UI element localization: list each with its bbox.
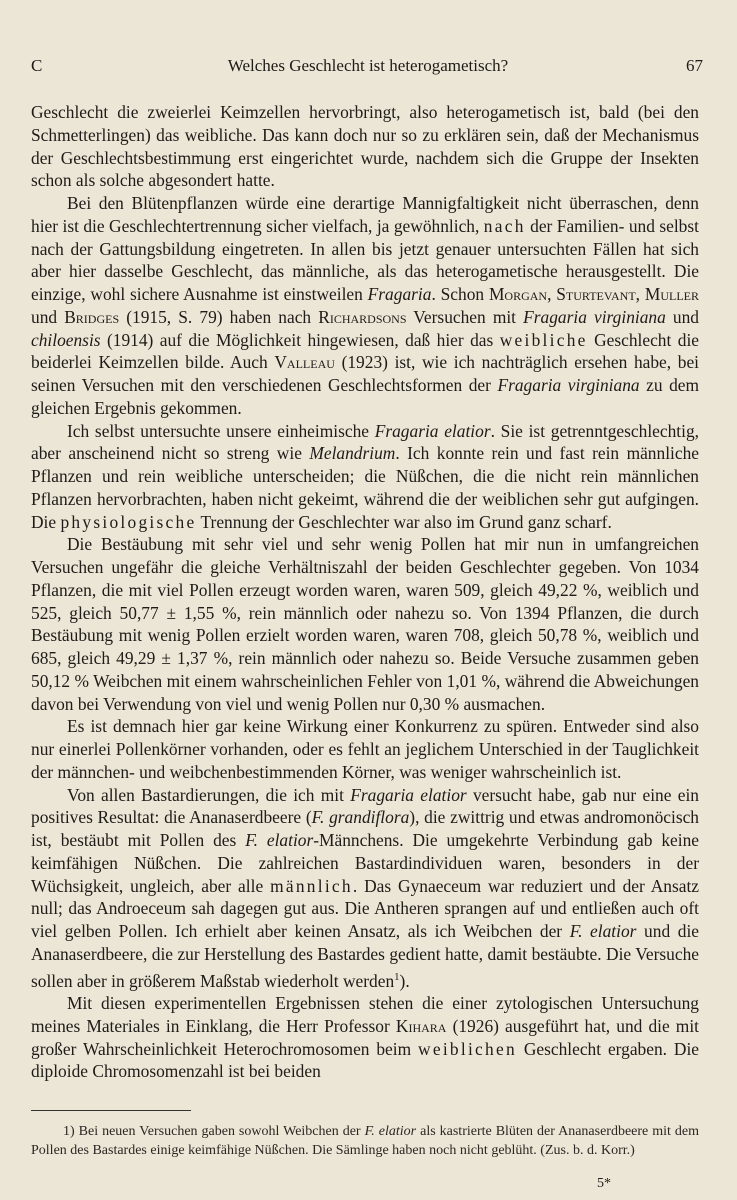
- paragraph: [31, 420, 699, 534]
- paragraph: [31, 715, 699, 783]
- running-title: Welches Geschlecht ist heterogametisch?: [227, 56, 509, 75]
- text-run: Mit diesen experimentellen Ergebnissen stehen die einer zytologischen Untersuchung meines Materiales in Einklang, die Herr Professor: [31, 993, 699, 1036]
- text-run: Die Bestäubung mit sehr viel und sehr wenig Pollen hat mir nun in umfangreichen Versuchen ungefähr die gleiche Verhältniszahl der beiden Geschlechter gegeben. Von 1034 Pflanzen, die mit viel Pollen erzeugt worden waren, waren 509, gleich 49,22 %, weiblich und 525, gleich 50,77 ± 1,55 %, rein männlich oder nahezu so. Von 1394 Pflanzen, die durch Bestäubung mit wenig Pollen erzielt worden waren, waren 708, gleich 50,78 %, weiblich und 685, gleich 49,29 ± 1,37 %, rein männlich oder nahezu so. Beide Versuche zusammen geben 50,12 % Weibchen mit einem wahrscheinlichen Fehler von 1,01 %, während die Abweichungen davon bei Verwendung von viel und wenig Pollen nur 0,30 % ausmachen.: [31, 534, 699, 714]
- paragraph: [31, 992, 699, 1083]
- paragraph: [31, 101, 699, 192]
- spaced-emphasis: weibliche: [499, 329, 588, 350]
- paragraph: [31, 192, 699, 420]
- text-run: Geschlecht ergaben. Die diploide Chromosomenzahl ist bei beiden: [31, 1038, 699, 1082]
- italic-term: F. grandiflora: [311, 807, 410, 828]
- section-letter: C: [31, 56, 43, 75]
- paragraph: [31, 784, 699, 993]
- spaced-emphasis: weiblichen: [418, 1038, 517, 1059]
- text-run: und: [665, 306, 699, 327]
- footnote: [31, 1122, 699, 1160]
- text-run: Ich selbst untersuchte unsere einheimische: [67, 420, 375, 441]
- text-run: (1915, S. 79) haben nach: [119, 306, 319, 327]
- author-name: Kihara: [395, 1015, 447, 1036]
- page-number: 67: [686, 56, 703, 75]
- text-run: und die Ananaserdbeere, die zur Herstellung des Bastardes gedient hatte, damit bestäubte. Die Versuche sollen aber in größerem Maßstab wiederholt werden: [31, 921, 699, 991]
- italic-term: Fragaria elatior: [350, 784, 467, 805]
- text-run: Geschlecht die zweierlei Keimzellen hervorbringt, also heterogametisch ist, bald (bei den Schmetterlingen) das weibliche. Das kann doch nur so zu erklären sein, daß der Mechanismus der Geschlechtsbestimmung erst eingerichtet wurde, nachdem sich die Gruppe der Insekten schon als solche abgesondert hatte.: [31, 102, 699, 191]
- italic-term: F. elatior: [245, 830, 314, 850]
- signature-mark: 5*: [597, 1176, 611, 1191]
- author-name: Muller: [644, 284, 699, 304]
- italic-term: Fragaria virginiana: [523, 306, 666, 327]
- spaced-emphasis: männlich: [270, 875, 353, 896]
- spaced-emphasis: nach: [483, 215, 526, 236]
- text-run: Es ist demnach hier gar keine Wirkung einer Konkurrenz zu spüren. Entweder sind also nur einerlei Pollenkörner vorhanden, oder es fehlt an jeglichem Unterschied in der Tauglichkeit der männchen- und weibchenbestimmenden Körner, was weniger wahrscheinlich ist.: [31, 716, 699, 782]
- text-run: zu dem gleichen Ergebnis gekommen.: [31, 375, 700, 418]
- italic-term: F. elatior: [364, 1124, 417, 1139]
- footnote-rule: [31, 1110, 191, 1111]
- author-name: Richardsons: [318, 306, 407, 327]
- author-name: Valleau: [274, 352, 335, 373]
- text-run: Trennung der Geschlechter war also im Grund ganz scharf.: [196, 511, 612, 532]
- text-run: 1) Bei neuen Versuchen gaben sowohl Weibchen der: [63, 1124, 365, 1139]
- text-run: . Sie ist getrenntgeschlechtig, aber anscheinend nicht so streng wie: [31, 420, 699, 464]
- text-run: der Familien- und selbst nach der Gattungsbildung eingetreten. In allen bis jetzt genauer untersuchten Fällen hat sich aber hier dasselbe Geschlecht, das männliche, als das heterogametische herausgestellt. Die einzige, wohl sichere Ausnahme ist einstweilen: [31, 215, 699, 304]
- body-text: [31, 101, 699, 1083]
- author-name: Bridges: [64, 306, 120, 327]
- author-name: Morgan: [488, 284, 548, 304]
- text-run: (1914) auf die Möglichkeit hingewiesen, daß hier das: [100, 329, 500, 350]
- italic-term: Fragaria elatior: [374, 420, 491, 441]
- italic-term: Fragaria virginiana: [497, 375, 640, 395]
- text-run: . Schon: [431, 284, 489, 304]
- footnote-marker: 1: [394, 970, 400, 983]
- text-run: . Ich konnte rein und fast rein männliche Pflanzen und rein weibliche unterscheiden; die Nüßchen, die die nicht rein männlichen Pflanzen hervorbrachten, haben nicht gekeimt, während die der weiblichen sehr gut aufgingen. Die: [31, 443, 699, 532]
- italic-term: chiloensis: [31, 329, 101, 350]
- text-run: -Männchens. Die umgekehrte Verbindung gab keine keimfähigen Nüßchen. Die zahlreichen Bastardindividuen waren, besonders in der Wüchsigkeit, ungleich, aber alle: [31, 830, 699, 896]
- running-header: [31, 56, 705, 80]
- text-run: Versuchen mit: [406, 306, 524, 327]
- text-run: ), die zwittrig und etwas andromonöcisch ist, bestäubt mit Pollen des: [31, 807, 700, 850]
- paragraph: [31, 533, 699, 715]
- text-run: versucht habe, gab nur eine ein positives Resultat: die Ananaserdbeere (: [31, 784, 699, 828]
- text-run: Geschlecht die beiderlei Keimzellen bilde. Auch: [31, 329, 699, 373]
- text-run: ,: [635, 284, 645, 304]
- text-run: (1923) ist, wie ich nachträglich ersehen habe, bei seinen Versuchen mit den verschiedenen Geschlechtsformen der: [31, 352, 699, 395]
- text-run: ,: [547, 284, 557, 304]
- italic-term: Fragaria: [367, 284, 432, 304]
- spaced-emphasis: physiologische: [60, 511, 197, 532]
- text-run: ).: [399, 970, 410, 991]
- italic-term: Melandrium: [309, 443, 396, 464]
- text-run: Von allen Bastardierungen, die ich mit: [67, 784, 351, 805]
- text-run: als kastrierte Blüten der Ananaserdbeere mit dem Pollen des Bastardes einige keimfähige Nüßchen. Die Sämlinge haben noch nicht geblüht. (Zus. b. d. Korr.): [31, 1124, 699, 1158]
- italic-term: F. elatior: [569, 921, 637, 941]
- text-run: (1926) ausgeführt hat, und die mit großer Wahrscheinlichkeit Heterochromosomen beim: [31, 1015, 699, 1059]
- text-run: . Das Gynaeceum war reduziert und der Ansatz null; das Androeceum sah dagegen gut aus. Die Antheren sprangen auf und entließen auch oft viel gelben Pollen. Ich erhielt aber keinen Ansatz, als ich Weibchen der: [31, 875, 700, 941]
- text-run: Bei den Blütenpflanzen würde eine derartige Mannigfaltigkeit nicht überraschen, denn hier ist die Geschlechtertrennung sicher vielfach, ja gewöhnlich,: [31, 193, 699, 236]
- text-run: und: [31, 306, 65, 327]
- author-name: Sturtevant: [556, 284, 636, 304]
